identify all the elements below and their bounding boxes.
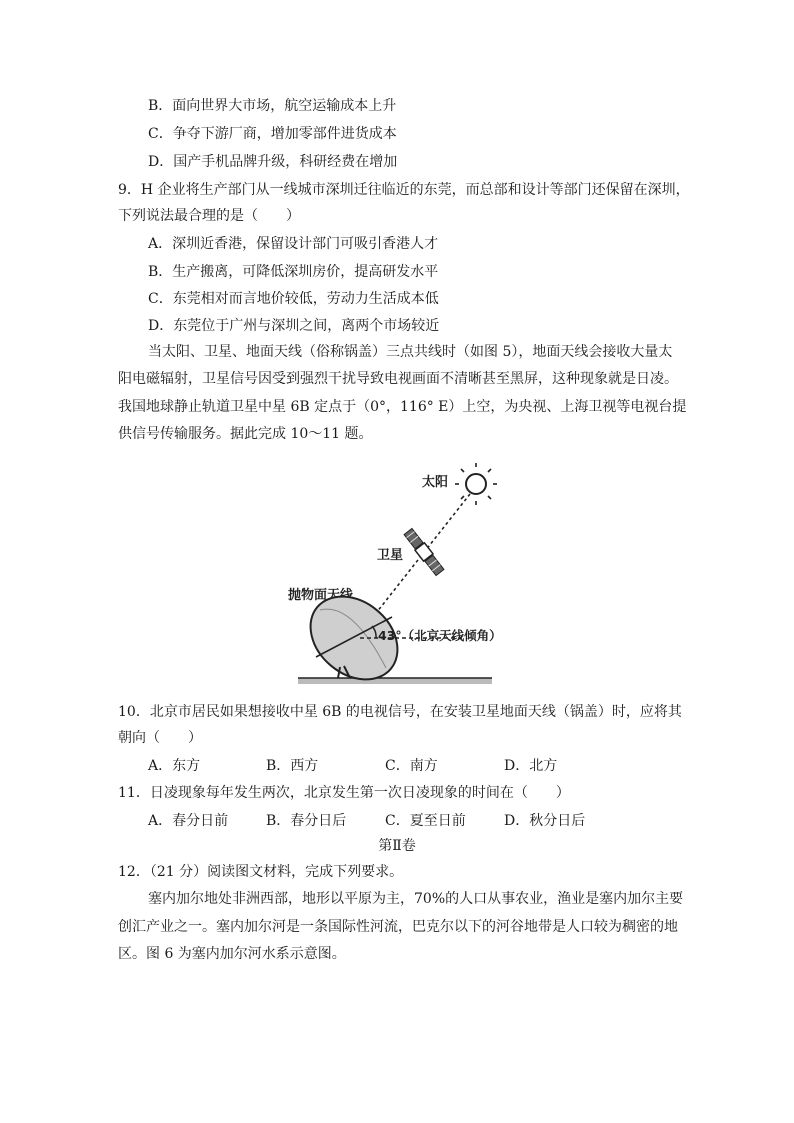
sun-icon: [455, 463, 497, 505]
q8-option-d: D．国产手机品牌升级，科研经费在增加: [148, 154, 398, 170]
q11-option-d: D．秋分日后: [504, 813, 586, 829]
angle-label: 43°（北京天线倾角）: [378, 628, 502, 643]
q12-line1: 塞内加尔地处非洲西部，地形以平原为主，70%的人口从事农业，渔业是塞内加尔主要: [148, 891, 684, 907]
q12-line2: 创汇产业之一。塞内加尔河是一条国际性河流，巴克尔以下的河谷地带是人口较为稠密的地: [118, 919, 678, 935]
q10-option-c: C．南方: [385, 758, 438, 774]
sun-satellite-antenna-figure: [280, 462, 510, 694]
q10-option-b: B．西方: [266, 758, 319, 774]
sun-label: 太阳: [422, 475, 449, 490]
satellite-icon: [403, 528, 444, 576]
q12-line3: 区。图 6 为塞内加尔河水系示意图。: [118, 946, 346, 962]
intro-line2: 阳电磁辐射，卫星信号因受到强烈干扰导致电视画面不清晰甚至黑屏，这种现象就是日凌。: [118, 371, 678, 387]
intro-line1: 当太阳、卫星、地面天线（俗称锅盖）三点共线时（如图 5），地面天线会接收大量太: [148, 344, 673, 360]
q9-option-c: C．东莞相对而言地价较低，劳动力生活成本低: [148, 291, 439, 307]
q11-stem: 11．日凌现象每年发生两次，北京发生第一次日凌现象的时间在（ ）: [118, 785, 570, 801]
q10-option-d: D．北方: [504, 758, 558, 774]
q11-option-a: A．春分日前: [148, 813, 229, 829]
q10-stem-line2: 朝向（ ）: [118, 730, 202, 746]
intro-line4: 供信号传输服务。据此完成 10～11 题。: [118, 426, 373, 442]
q9-option-a: A．深圳近香港，保留设计部门可吸引香港人才: [148, 236, 439, 252]
q9-stem-line2: 下列说法最合理的是（ ）: [118, 208, 300, 224]
q8-option-c: C．争夺下游厂商，增加零部件进货成本: [148, 126, 397, 142]
antenna-label: 抛物面天线: [288, 588, 354, 603]
q10-stem-line1: 10．北京市居民如果想接收中星 6B 的电视信号，在安装卫星地面天线（锅盖）时，应将其: [118, 704, 682, 720]
intro-line3: 我国地球静止轨道卫星中星 6B 定点于（0°，116° E）上空，为央视、上海卫视等电视台提: [118, 399, 687, 415]
q10-option-a: A．东方: [148, 758, 201, 774]
q11-option-c: C．夏至日前: [385, 813, 466, 829]
q9-stem-line1: 9．H 企业将生产部门从一线城市深圳迁往临近的东莞，而总部和设计等部门还保留在深圳，: [118, 182, 690, 198]
ground: [298, 678, 492, 684]
section-title: 第Ⅱ卷: [378, 838, 416, 854]
q9-option-d: D．东莞位于广州与深圳之间，离两个市场较近: [148, 318, 440, 334]
satellite-label: 卫星: [377, 548, 404, 563]
q9-option-b: B．生产搬离，可降低深圳房价，提高研发水平: [148, 264, 439, 280]
q8-option-b: B．面向世界大市场，航空运输成本上升: [148, 98, 397, 114]
q12-stem: 12．（21 分）阅读图文材料，完成下列要求。: [118, 864, 404, 880]
q11-option-b: B．春分日后: [266, 813, 347, 829]
